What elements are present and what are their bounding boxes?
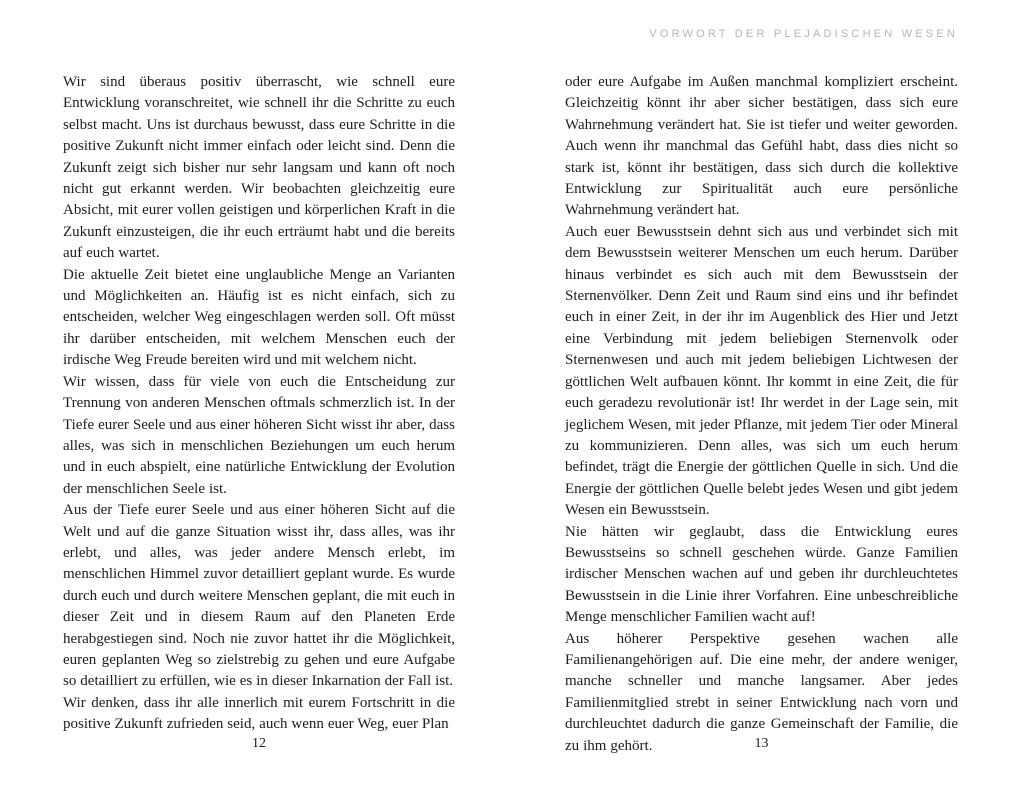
paragraph: Wir wissen, dass für viele von euch die Entscheidung zur Trennung von anderen Menschen oftmals schmerzlich ist. In der Tiefe eurer Seele und aus einer höheren Sicht wisst ihr aber, dass alles, was sich in menschlichen Beziehungen um euch herum und in euch abspielt, eine natürliche Entwicklung der Evolution der menschlichen Seele ist. xyxy=(63,373,455,497)
paragraph: Aus der Tiefe eurer Seele und aus einer höheren Sicht auf die Welt und auf die ganze Situation wisst ihr, dass alles, was ihr erlebt, und alles, was jeder andere Mensch erlebt, im menschlichen Himmel zuvor detailliert geplant wurde. Es wurde durch euch und durch weitere Menschen geplant, die mit euch in dieser Zeit und in diesem Raum auf den Planeten Erde herabgestiegen sind. Noch nie zuvor hattet ihr die Möglichkeit, euren geplanten Weg so zielstrebig zu gehen und eure Aufgabe so detailliert zu erfüllen, wie es in dieser Inkarnation der Fall ist. xyxy=(63,502,455,690)
paragraph: Auch euer Bewusstsein dehnt sich aus und verbindet sich mit dem Bewusstsein weiterer Menschen um euch herum. Darüber hinaus verbindet es sich auch mit dem Bewusstsein der Sternenvölker. Denn Zeit und Raum sind eins und ihr befindet euch in einer Zeit, in der ihr im Augenblick des Hier und Jetzt eine Verbindung mit jedem beliebigen Sternenvolk oder Sternenwesen und auch mit jedem beliebigen Lichtwesen der göttlichen Welt aufbauen könnt. Ihr kommt in eine Zeit, die für euch geradezu revolutionär ist! Ihr werdet in der Lage sein, mit jeglichem Wesen, mit jeder Pflanze, mit jedem Tier oder Mineral zu kommunizieren. Denn alles, was sich um euch herum befindet, trägt die Energie der göttlichen Quelle in sich. Und die Energie der göttlichen Quelle belebt jedes Wesen und gibt jedem Wesen ein Bewusstsein. xyxy=(565,223,958,519)
running-header: VORWORT DER PLEJADISCHEN WESEN xyxy=(649,28,958,40)
page-number-right: 13 xyxy=(754,736,769,751)
page-number-left: 12 xyxy=(252,736,266,751)
paragraph: oder eure Aufgabe im Außen manchmal kompliziert erscheint. Gleichzeitig könnt ihr aber sicher bestätigen, dass sich eure Wahrnehmung verändert hat. Sie ist tiefer und weiter geworden. Auch wenn ihr manchmal das Gefühl habt, dass dies nicht so stark ist, könnt ihr bestätigen, dass sich durch die kollektive Entwicklung zur Spiritualität auch eure persönliche Wahrnehmung verändert hat. xyxy=(565,74,958,219)
paragraph: Nie hätten wir geglaubt, dass die Entwicklung eures Bewusstseins so schnell geschehen würde. Ganze Familien irdischer Menschen wachen auf und geben ihr durchleuchtetes Bewusstsein in die Linie ihrer Vorfahren. Eine unbeschreibliche Menge menschlicher Familien wacht auf! xyxy=(565,523,958,626)
paragraph: Wir denken, dass ihr alle innerlich mit eurem Fortschritt in die positive Zukunft zufrieden seid, auch wenn euer Weg, euer Plan xyxy=(63,694,455,733)
page-right-text xyxy=(565,72,958,757)
paragraph: Aus höherer Perspektive gesehen wachen alle Familienangehörigen auf. Die eine mehr, der andere weniger, manche schneller und manche langsamer. Aber jedes Familienmitglied strebt in seiner Entwicklung nach vorn und durchleuchtet dadurch die ganze Gemeinschaft der Familie, die zu ihm gehört. xyxy=(565,630,958,754)
paragraph: Die aktuelle Zeit bietet eine unglaubliche Menge an Varianten und Möglichkeiten an. Häufig ist es nicht einfach, sich zu entscheiden, welcher Weg eingeschlagen werden soll. Oft müsst ihr darüber entscheiden, mit welchem Menschen euch der irdische Weg Freude bereiten wird und mit welchem nicht. xyxy=(63,266,455,369)
paragraph: Wir sind überaus positiv überrascht, wie schnell eure Entwicklung voranschreitet, wie schnell ihr die Schritte zu euch selbst macht. Uns ist durchaus bewusst, dass eure Schritte in die positive Zukunft nicht immer einfach oder leicht sind. Denn die Zukunft zeigt sich bisher nur sehr langsam und kann oft noch nicht gut erkannt werden. Wir beobachten gleichzeitig eure Absicht, mit eurer vollen geistigen und körperlichen Kraft in die Zukunft einzusteigen, die ihr euch erträumt habt und die bereits auf euch wartet. xyxy=(63,74,455,262)
page-left-text xyxy=(63,72,455,736)
